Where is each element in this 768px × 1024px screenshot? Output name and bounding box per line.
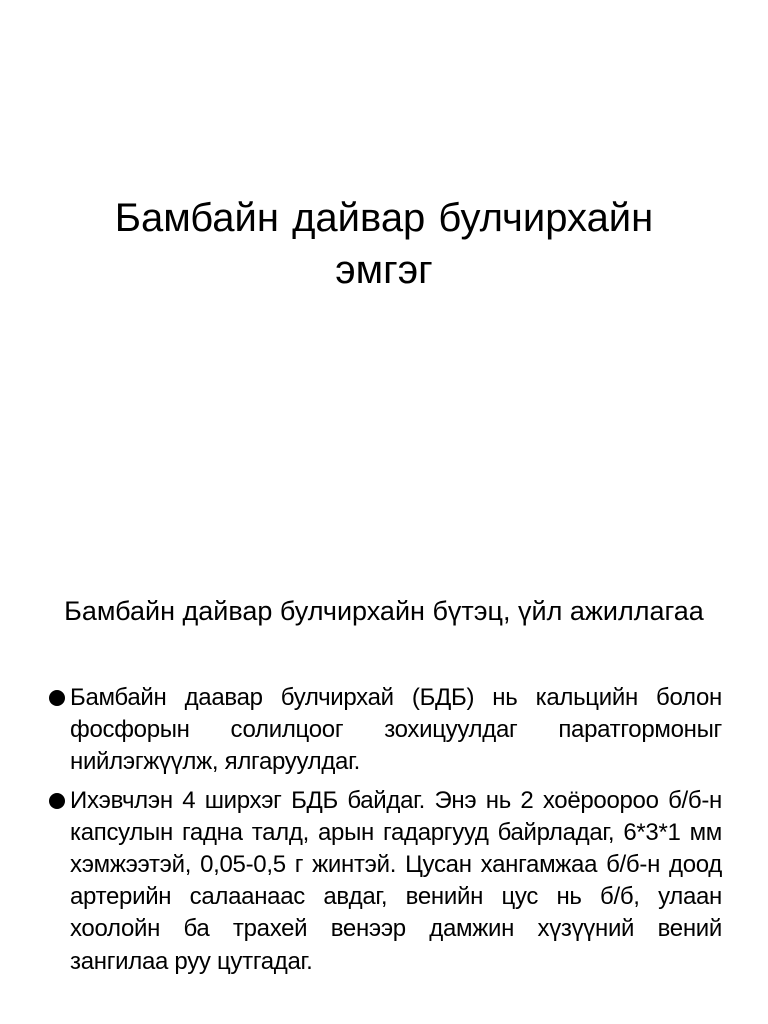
list-item <box>46 682 722 779</box>
slide-title: Бамбайн дайвар булчирхайн эмгэг <box>114 196 654 292</box>
bullet-list <box>46 682 722 984</box>
slide-heading: Бамбайн дайвар булчирхайн бүтэц, үйл ажиллагаа <box>64 596 704 626</box>
content-slide <box>0 576 768 1024</box>
bullet-dot-icon <box>49 793 65 809</box>
bullet-dot-icon <box>49 690 65 706</box>
list-item <box>46 785 722 978</box>
bullet-text: Ихэвчлэн 4 ширхэг БДБ байдаг. Энэ нь 2 хоёроороо б/б-н капсулын гадна талд, арын гадаргууд байрладаг, 6*3*1 мм хэмжээтэй, 0,05-0,5 г жинтэй. Цусан хангамжаа б/б-н доод артерийн салаанаас авдаг, венийн цус нь б/б, улаан хоолойн ба трахей венээр дамжин хүзүүний вений зангилаа руу цутгадаг. <box>70 786 722 975</box>
bullet-text: Бамбайн даавар булчирхай (БДБ) нь кальцийн болон фосфорын солилцоог зохицуулдаг паратгормоныг нийлэгжүүлж, ялгаруулдаг. <box>70 684 722 776</box>
